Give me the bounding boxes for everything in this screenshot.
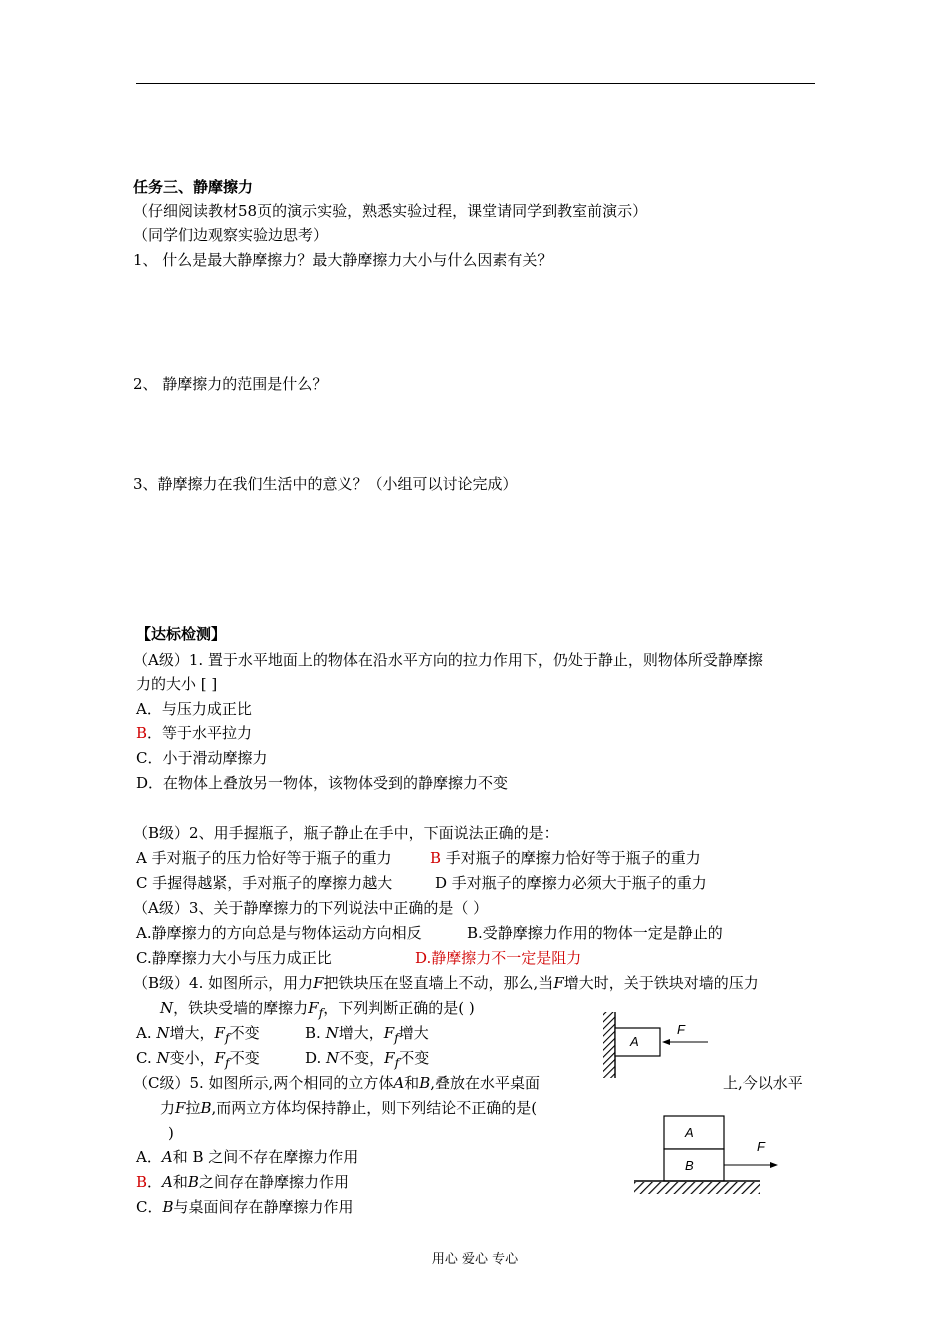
p4-var-f: F	[553, 974, 564, 992]
header-rule	[136, 83, 815, 84]
p4-sub-f: f	[225, 1055, 230, 1070]
table-hatch	[634, 1182, 760, 1194]
p1-answer-letter: B	[136, 724, 148, 742]
p5-option-text: ．	[147, 1173, 163, 1191]
p5-stem-line1-right: 上,今以水平	[723, 1074, 803, 1092]
p4-option-c	[136, 1048, 260, 1073]
test-heading: 【达标检测】	[136, 625, 227, 643]
p5-stem-line1	[133, 1073, 540, 1093]
p1-option-b	[136, 723, 252, 743]
p4-option-text: D.	[305, 1049, 327, 1067]
p5-stacked-blocks-figure	[630, 1110, 790, 1200]
p4-sub-f: f	[224, 1030, 230, 1045]
p4-sub-f: f	[394, 1055, 400, 1070]
p4-option-text: 不变	[229, 1049, 260, 1067]
p4-option-text: C.	[136, 1049, 157, 1067]
force-f-label: F	[757, 1139, 765, 1154]
p5-stem-line2	[160, 1098, 537, 1118]
p4-var-ff: F	[383, 1024, 395, 1042]
p4-option-text: A.	[136, 1024, 157, 1042]
p2-stem: （B级）2、用手握瓶子，瓶子静止在手中，下面说法正确的是：	[133, 824, 559, 842]
p5-option-b	[136, 1172, 349, 1192]
p5-stem-text: 拉	[185, 1099, 201, 1117]
p3-option-b: B.受静摩擦力作用的物体一定是静止的	[467, 924, 723, 942]
p5-var-a: A	[161, 1148, 173, 1166]
p5-option-text: 和 B 之间不存在摩擦力作用	[172, 1148, 359, 1166]
p4-option-text: 不变	[399, 1049, 430, 1067]
p4-var-f: F	[313, 974, 324, 992]
p4-var-ff: F	[308, 999, 319, 1017]
p1-option-d: D．在物体上叠放另一物体，该物体受到的静摩擦力不变	[136, 774, 509, 792]
p4-var-ff: F	[214, 1049, 226, 1067]
p4-stem-line2	[160, 998, 475, 1023]
p4-option-text: 增大	[398, 1024, 429, 1042]
p4-var-n: N	[156, 1024, 170, 1042]
block-b-label: B	[685, 1158, 694, 1173]
p4-option-text: 不变，	[339, 1049, 385, 1067]
p5-stem-text: 力	[160, 1099, 176, 1117]
p5-answer-letter: B	[136, 1173, 148, 1191]
task3-note2: （同学们边观察实验边思考）	[133, 226, 329, 244]
p4-sub-f: f	[318, 1005, 324, 1020]
p4-stem-line1	[133, 973, 759, 993]
p4-stem-text: ，下列判断正确的是( )	[323, 999, 475, 1017]
p4-option-text: 增大，	[338, 1024, 384, 1042]
p5-option-c	[136, 1197, 354, 1217]
p4-wall-block-figure	[600, 1010, 720, 1082]
p5-var-b: B	[187, 1173, 199, 1191]
page-footer: 用心 爱心 专心	[431, 1252, 519, 1267]
p3-option-a: A.静摩擦力的方向总是与物体运动方向相反	[136, 924, 422, 942]
p4-var-ff: F	[214, 1024, 225, 1042]
wall-hatch	[603, 1012, 615, 1078]
p4-sub-f: f	[394, 1030, 399, 1045]
p4-stem-text: （B级）4. 如图所示，用力	[133, 974, 314, 992]
p2-option-d: D 手对瓶子的摩擦力必须大于瓶子的重力	[435, 874, 707, 892]
p4-var-n: N	[325, 1024, 339, 1042]
p1-option-c: C．小于滑动摩擦力	[136, 749, 268, 767]
p1-option-a: A．与压力成正比	[136, 700, 252, 718]
p4-option-d	[305, 1048, 429, 1073]
p5-stem-text: （C级）5. 如图所示,两个相同的立方体	[133, 1074, 394, 1092]
p5-var-b: B	[419, 1074, 431, 1092]
p5-option-text: C．	[136, 1198, 163, 1216]
p2-option-b-text: 手对瓶子的摩擦力恰好等于瓶子的重力	[441, 849, 701, 867]
block-b	[664, 1149, 724, 1181]
p4-option-text: 增大，	[169, 1024, 215, 1042]
p5-option-text: 之间存在静摩擦力作用	[198, 1173, 349, 1191]
p5-option-a	[136, 1147, 358, 1167]
p4-var-ff: F	[384, 1049, 395, 1067]
force-arrow-head	[770, 1162, 778, 1168]
p5-stem-text: ,而两立方体均保持静止，则下列结论不正确的是(	[211, 1099, 538, 1117]
p4-option-text: B.	[305, 1024, 326, 1042]
p1-stem-line2: 力的大小 [ ]	[136, 675, 218, 693]
p4-stem-text: 把铁块压在竖直墙上不动，那么,当	[323, 974, 554, 992]
p4-var-n: N	[156, 1049, 170, 1067]
task3-title: 任务三、静摩擦力	[133, 178, 254, 196]
p4-option-a	[136, 1023, 260, 1048]
p5-var-b: B	[200, 1099, 212, 1117]
task3-question-1: 1、 什么是最大静摩擦力？最大静摩擦力大小与什么因素有关？	[133, 251, 553, 269]
p2-answer-letter: B	[430, 849, 442, 867]
p3-option-d: D.静摩擦力不一定是阻力	[415, 949, 582, 967]
p5-option-text: A．	[136, 1148, 162, 1166]
block-a-label: A	[685, 1125, 694, 1140]
p5-var-b: B	[162, 1198, 174, 1216]
p5-var-a: A	[393, 1074, 405, 1092]
p4-option-text: 不变	[229, 1024, 260, 1042]
p5-stem-text: 和	[404, 1074, 420, 1092]
p4-option-b	[305, 1023, 429, 1048]
p2-option-a: A 手对瓶子的压力恰好等于瓶子的重力	[136, 849, 392, 867]
p1-option-b-text: ．等于水平拉力	[147, 724, 253, 742]
task3-note1: （仔细阅读教材58页的演示实验，熟悉实验过程，课堂请同学到教室前演示）	[133, 202, 648, 220]
p5-option-text: 和	[172, 1173, 188, 1191]
task3-question-2: 2、 静摩擦力的范围是什么？	[133, 375, 328, 393]
p5-stem-text: ,叠放在水平桌面	[430, 1074, 540, 1092]
p5-var-f: F	[175, 1099, 186, 1117]
p5-option-text: 与桌面间存在静摩擦力作用	[173, 1198, 354, 1216]
p4-var-n: N	[326, 1049, 340, 1067]
p5-var-a: A	[162, 1173, 173, 1191]
p5-stem-line3: )	[168, 1124, 174, 1142]
block-a	[664, 1116, 724, 1149]
force-arrow-head	[662, 1039, 670, 1045]
p3-stem: （A级）3、关于静摩擦力的下列说法中正确的是（ ）	[133, 899, 489, 917]
p4-option-text: 变小，	[169, 1049, 215, 1067]
p4-stem-text: ，铁块受墙的摩擦力	[173, 999, 309, 1017]
task3-question-3: 3、静摩擦力在我们生活中的意义？（小组可以讨论完成）	[133, 475, 518, 493]
p4-var-n: N	[160, 999, 174, 1017]
block-a-label: A	[630, 1034, 639, 1049]
p4-stem-text: 增大时，关于铁块对墙的压力	[563, 974, 759, 992]
force-f-label: F	[677, 1022, 685, 1037]
p2-option-c: C 手握得越紧，手对瓶子的摩擦力越大	[136, 874, 393, 892]
p2-option-b	[430, 848, 701, 868]
p1-stem-line1: （A级）1. 置于水平地面上的物体在沿水平方向的拉力作用下，仍处于静止，则物体所受静摩擦	[133, 651, 763, 669]
p3-option-c: C.静摩擦力大小与压力成正比	[136, 949, 332, 967]
